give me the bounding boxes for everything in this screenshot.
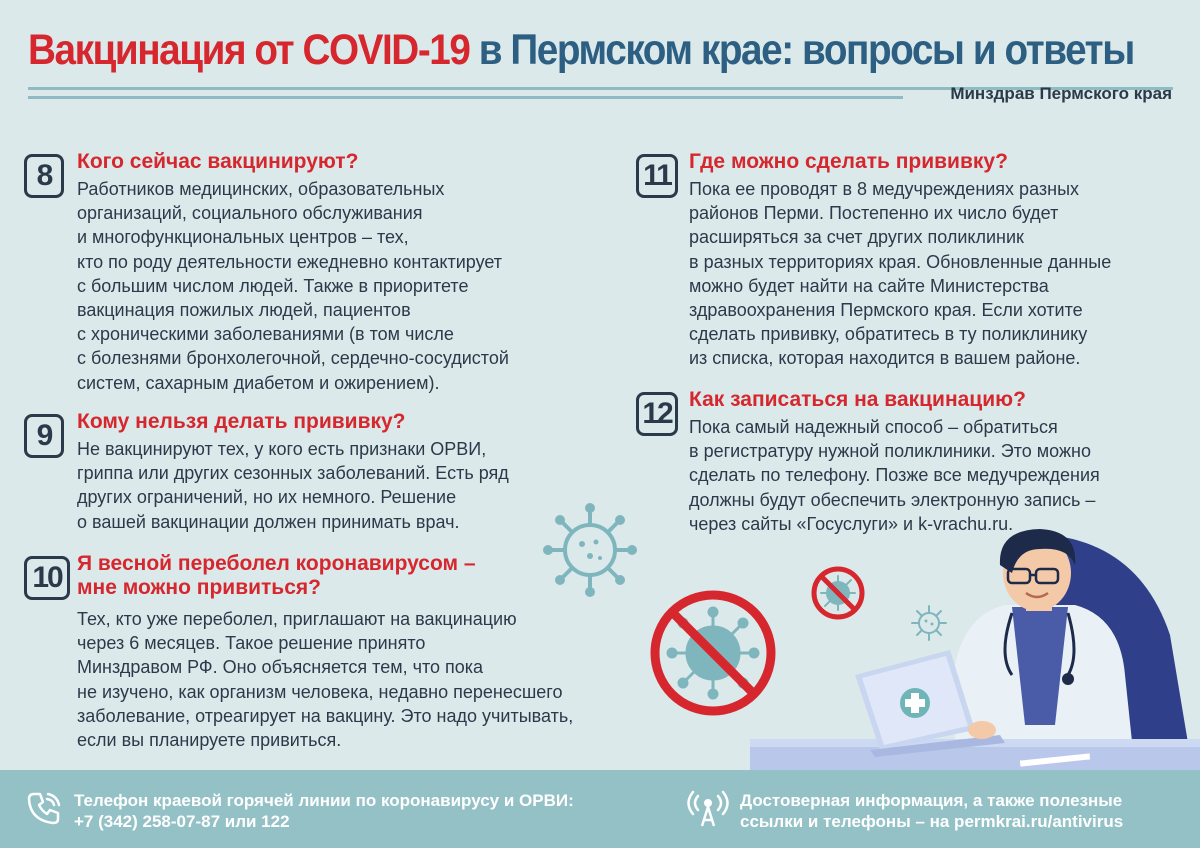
footer-bar — [0, 770, 1200, 848]
answer-text: Тех, кто уже переболел, приглашают на вакцинацию через 6 месяцев. Такое решение принято Минздравом РФ. Оно объясняется тем, что пока не изучено, как организм человека, недавно перенесшего заболевание, отреагирует на вакцину. Это надо учитывать, если вы планируете привиться. — [77, 609, 574, 751]
hotline-text: Телефон краевой горячей линии по коронавирусу и ОРВИ: +7 (342) 258-07-87 или 122 — [74, 791, 574, 831]
answer-text: Пока самый надежный способ – обратиться в регистратуру нужной поликлиники. Это можно сделать по телефону. Позже все медучреждения должны будут обеспечить электронную запись – через сайты «Госуслуги» и k-vrachu.ru. — [689, 417, 1100, 534]
virus-icon — [540, 500, 640, 600]
qa-item-8 — [24, 150, 604, 393]
question-number: 10 — [24, 556, 70, 600]
title-red-part: Вакцинация от COVID-19 — [28, 26, 470, 74]
question-number: 11 — [636, 154, 678, 198]
page-header — [0, 0, 1200, 120]
page-title — [28, 26, 1134, 75]
broadcast-icon — [686, 786, 730, 830]
qa-item-12 — [636, 388, 1176, 538]
info-text: Достоверная информация, а также полезные ссылки и телефоны – на permkrai.ru/antivirus — [740, 791, 1124, 831]
question-text: Кому нельзя делать прививку? — [77, 410, 406, 433]
answer-text: Работников медицинских, образовательных организаций, социального обслуживания и многофункциональных центров – тех, кто по роду деятельности ежедневно контактирует с большим числом людей. Также в приоритете вакцинация пожилых людей, пациентов с хроническими заболеваниями (в том числе с болезнями бронхолегочной, сердечно-сосудистой систем, сахарным диабетом и ожирением). — [77, 179, 509, 393]
question-text: Где можно сделать прививку? — [689, 150, 1008, 173]
header-rule-short — [28, 96, 903, 99]
question-number: 12 — [636, 392, 678, 436]
question-number: 8 — [24, 154, 64, 198]
question-text: Я весной переболел коронавирусом – мне можно привиться? — [77, 552, 476, 599]
qa-item-10 — [24, 552, 624, 752]
question-text: Кого сейчас вакцинируют? — [77, 150, 359, 173]
qa-item-11 — [636, 150, 1176, 370]
doctor-illustration — [750, 525, 1200, 773]
question-text: Как записаться на вакцинацию? — [689, 388, 1026, 411]
qa-item-9 — [24, 410, 604, 530]
answer-text: Пока ее проводят в 8 медучреждениях разных районов Перми. Постепенно их число будет расширяться за счет других поликлиник в разных территориях края. Обновленные данные можно будет найти на сайте Министерства здравоохранения Пермского края. Если хотите сделать прививку, обратитесь в ту поликлинику из списка, которая находится в вашем районе. — [689, 179, 1112, 369]
answer-text: Не вакцинируют тех, у кого есть признаки ОРВИ, гриппа или других сезонных заболеваний. Есть ряд других ограничений, но их немного. Решение о вашей вакцинации должен принимать врач. — [77, 439, 509, 532]
ministry-label: Минздрав Пермского края — [950, 84, 1172, 103]
phone-icon — [24, 788, 64, 828]
question-number: 9 — [24, 414, 64, 458]
title-blue-part: в Пермском крае: вопросы и ответы — [469, 26, 1134, 74]
